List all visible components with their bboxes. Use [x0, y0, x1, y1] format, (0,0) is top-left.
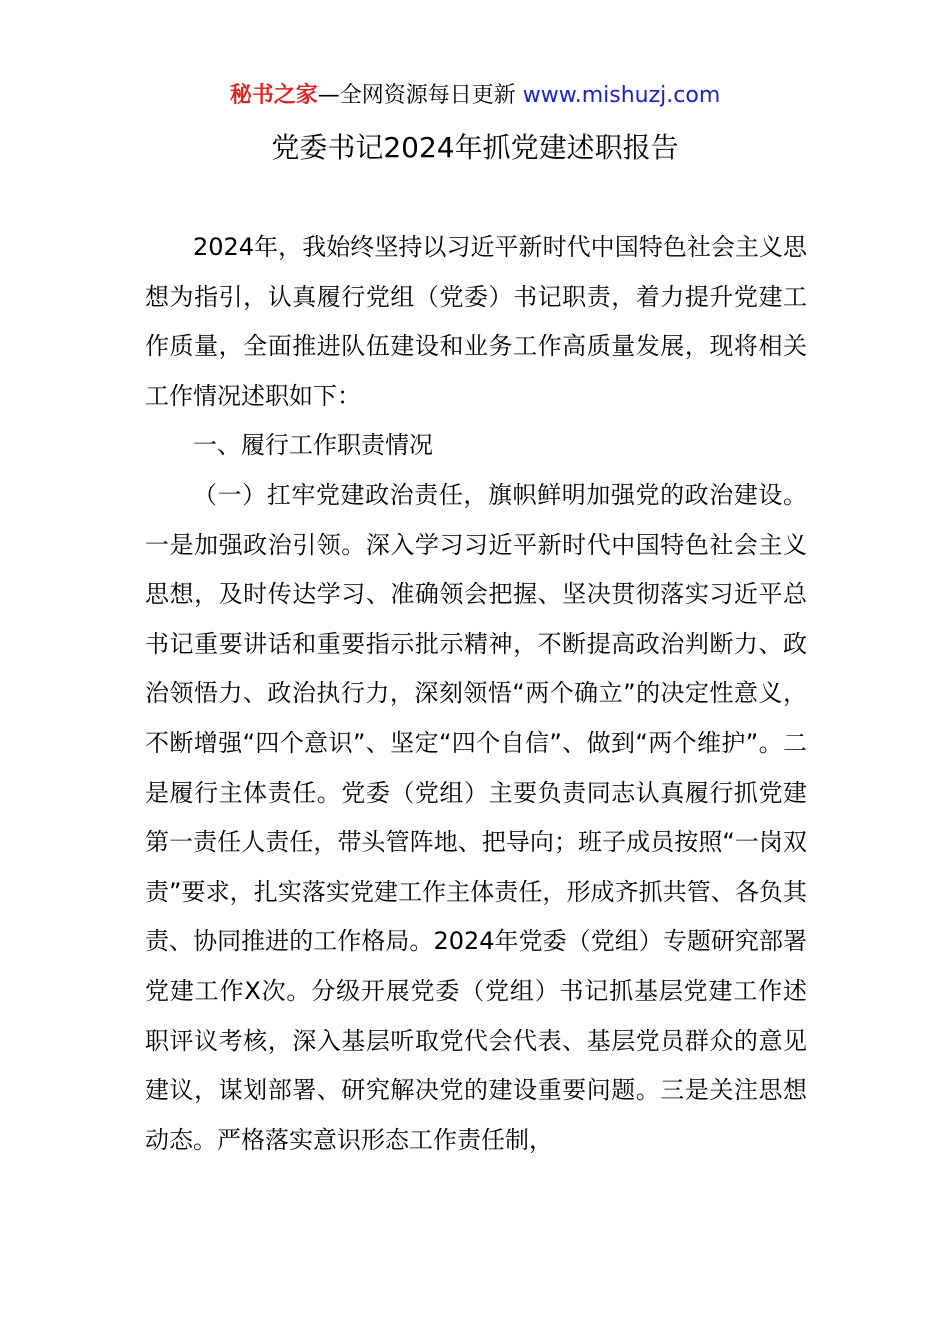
body-paragraph: （一）扛牢党建政治责任，旗帜鲜明加强党的政治建设。一是加强政治引领。深入学习习近平新时代中国特色社会主义思想，及时传达学习、准确领会把握、坚决贯彻落实习近平总书记重要讲话和重要指示批示精神，不断提高政治判断力、政治领悟力、政治执行力，深刻领悟“两个确立”的决定性意义，不断增强“四个意识”、坚定“四个自信”、做到“两个维护”。二是履行主体责任。党委（党组）主要负责同志认真履行抓党建第一责任人责任，带头管阵地、把导向；班子成员按照“一岗双责”要求，扎实落实党建工作主体责任，形成齐抓共管、各负其责、协同推进的工作格局。2024年党委（党组）专题研究部署党建工作X次。分级开展党委（党组）书记抓基层党建工作述职评议考核，深入基层听取党代会代表、基层党员群众的意见建议，谋划部署、研究解决党的建设重要问题。三是关注思想动态。严格落实意识形态工作责任制， [145, 480, 807, 1154]
section-heading-1: 一、履行工作职责情况 [193, 431, 433, 460]
site-header [0, 80, 950, 112]
document-title: 党委书记2024年抓党建述职报告 [271, 131, 679, 164]
intro-paragraph: 2024年，我始终坚持以习近平新时代中国特色社会主义思想为指引，认真履行党组（党委）书记职责，着力提升党建工作质量，全面推进队伍建设和业务工作高质量发展，现将相关工作情况述职如下： [145, 233, 807, 410]
site-url-link[interactable]: www.mishuzj.com [522, 83, 721, 108]
document-body [145, 223, 807, 1165]
site-brand: 秘书之家 [229, 83, 318, 108]
site-slogan: —全网资源每日更新 [317, 83, 523, 108]
